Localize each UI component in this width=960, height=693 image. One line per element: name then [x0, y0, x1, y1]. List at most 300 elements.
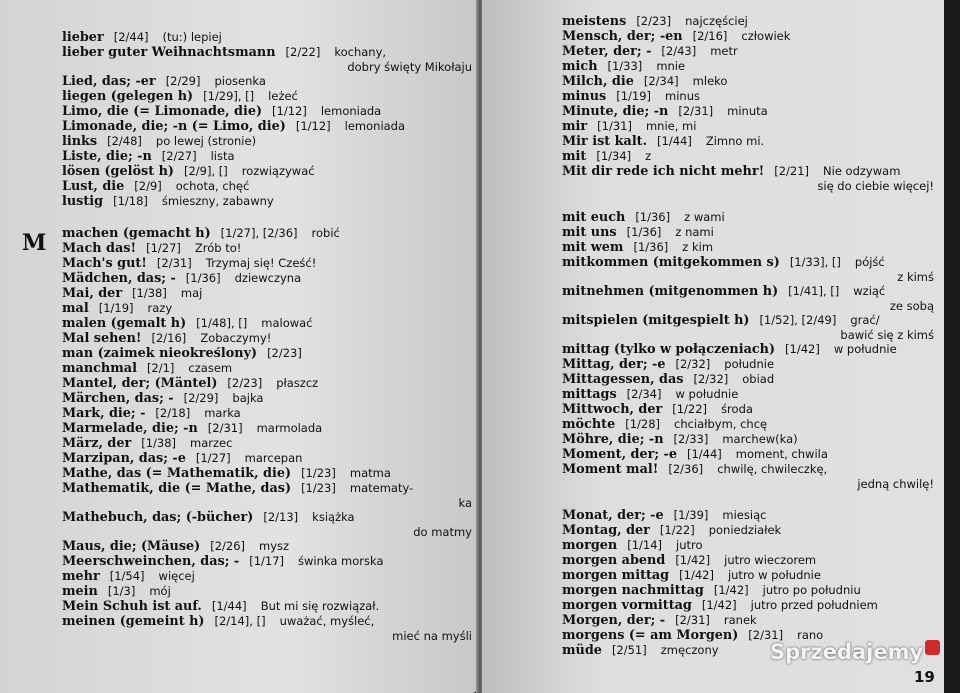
entry-translation: ranek — [723, 613, 757, 627]
entry-translation: lista — [210, 149, 235, 163]
entry-translation: z wami — [684, 210, 725, 224]
page-number: 19 — [914, 668, 935, 686]
entry-reference: [2/27] — [161, 149, 197, 163]
entry-translation: z — [645, 149, 652, 163]
entry-reference: [2/31] — [748, 628, 784, 642]
entry-reference: [1/22] — [672, 402, 708, 416]
entry-translation: mnie — [656, 59, 686, 73]
dictionary-entry — [62, 510, 472, 525]
dictionary-entry — [562, 583, 934, 598]
entry-reference: [1/48], [] — [196, 316, 248, 330]
dictionary-entry — [562, 59, 934, 74]
entry-word: morgen nachmittag — [562, 583, 704, 598]
dictionary-entry — [562, 372, 934, 387]
dictionary-entry — [62, 451, 472, 466]
dictionary-entry — [62, 271, 472, 286]
entry-translation: pójść — [854, 255, 885, 269]
entry-reference: [1/34] — [596, 149, 632, 163]
entry-translation: w południe — [675, 387, 739, 401]
entry-translation: najczęściej — [685, 14, 748, 28]
entry-reference: [1/17] — [249, 554, 285, 568]
right-page — [482, 0, 944, 693]
dictionary-entry — [562, 523, 934, 538]
entry-word: meinen (gemeint h) — [62, 614, 205, 629]
dictionary-entry — [62, 539, 472, 554]
entry-word: mal — [62, 301, 89, 316]
entry-reference: [1/3] — [107, 584, 136, 598]
entry-translation: jutro — [676, 538, 703, 552]
entry-translation: robić — [311, 226, 340, 240]
entry-word: möchte — [562, 417, 616, 432]
entry-reference: [1/12] — [295, 119, 331, 133]
entry-translation: mnie, mi — [645, 119, 697, 133]
dictionary-entry — [562, 387, 934, 402]
entry-reference: [2/13] — [263, 510, 299, 524]
entry-reference: [1/36] — [635, 210, 671, 224]
dictionary-entry — [62, 241, 472, 256]
entry-word: meistens — [562, 14, 627, 29]
entry-reference: [2/1] — [146, 361, 175, 375]
entry-reference: [1/31] — [597, 119, 632, 133]
dictionary-entry — [62, 481, 472, 496]
dictionary-entry — [562, 357, 934, 372]
section-letter: M — [22, 230, 47, 256]
dictionary-entry — [62, 104, 472, 119]
entry-word: morgen abend — [562, 553, 666, 568]
entry-reference: [1/42] — [785, 342, 820, 356]
dictionary-entry — [562, 104, 934, 119]
dictionary-entry — [562, 598, 934, 613]
entry-translation: maj — [180, 286, 203, 300]
entry-reference: [1/33], [] — [789, 255, 841, 269]
dictionary-entry — [62, 554, 472, 569]
dictionary-entry — [62, 89, 472, 104]
entry-word: Mittag, der; -e — [562, 357, 666, 372]
entry-reference: [1/23] — [301, 481, 336, 495]
entry-reference: [2/31] — [207, 421, 243, 435]
entry-reference: [1/38] — [141, 436, 177, 450]
entry-word: mitspielen (mitgespielt h) — [562, 313, 750, 328]
entry-reference: [1/42] — [713, 583, 749, 597]
entry-translation: płaszcz — [276, 376, 319, 390]
entry-translation: lemoniada — [320, 104, 382, 118]
entry-word: lieber — [62, 30, 104, 45]
entry-word: lösen (gelöst h) — [62, 164, 174, 179]
entry-reference: [2/29] — [183, 391, 219, 405]
dictionary-entry — [62, 391, 472, 406]
entry-translation: ochota, chęć — [175, 179, 250, 193]
entry-word: Moment, der; -e — [562, 447, 677, 462]
dictionary-entry — [562, 74, 934, 89]
entry-translation: jutro wieczorem — [724, 553, 817, 567]
entry-translation: minus — [665, 89, 700, 103]
entry-translation: środa — [721, 402, 753, 416]
entry-word: mit euch — [562, 210, 626, 225]
dictionary-entry — [62, 164, 472, 179]
dictionary-entry — [562, 255, 934, 270]
entry-word: mitnehmen (mitgenommen h) — [562, 284, 779, 299]
entry-translation: południe — [724, 357, 775, 371]
dictionary-entry — [562, 508, 934, 523]
dictionary-entry — [562, 149, 934, 164]
entry-translation: mleko — [692, 74, 728, 88]
dictionary-entry — [62, 436, 472, 451]
dictionary-entry — [62, 614, 472, 629]
entry-word: Lied, das; -er — [62, 74, 156, 89]
entry-reference: [2/21] — [774, 164, 810, 178]
entry-word: Mittwoch, der — [562, 402, 663, 417]
entry-translation: jutro przed południem — [750, 598, 878, 612]
entry-reference: [2/32] — [693, 372, 729, 386]
entry-word: Marmelade, die; -n — [62, 421, 198, 436]
dictionary-entry — [62, 599, 472, 614]
dictionary-entry — [562, 44, 934, 59]
entry-word: Mittagessen, das — [562, 372, 684, 387]
entry-translation: marmolada — [256, 421, 323, 435]
entry-translation: z nami — [675, 225, 714, 239]
entry-reference: [1/36] — [185, 271, 221, 285]
entry-word: mit wem — [562, 240, 624, 255]
entry-word: mit uns — [562, 225, 617, 240]
entry-word: mehr — [62, 569, 100, 584]
entry-translation-continued: z kimś — [897, 270, 934, 284]
entry-translation: Zrób to! — [194, 241, 242, 255]
entry-word: mittags — [562, 387, 617, 402]
entry-word: morgen vormittag — [562, 598, 692, 613]
dictionary-entry — [562, 417, 934, 432]
left-entries-list — [62, 30, 472, 643]
entry-reference: [2/9], [] — [183, 164, 228, 178]
entry-word: Mantel, der; (Mäntel) — [62, 376, 218, 391]
entry-gap — [562, 491, 934, 508]
entry-word: machen (gemacht h) — [62, 226, 211, 241]
entry-word: Meter, der; - — [562, 44, 652, 59]
entry-reference: [2/34] — [643, 74, 679, 88]
dictionary-entry — [62, 584, 472, 599]
entry-reference: [2/32] — [675, 357, 711, 371]
entry-reference: [2/26] — [210, 539, 246, 553]
entry-translation: poniedziałek — [708, 523, 782, 537]
entry-reference: [2/9] — [134, 179, 162, 193]
entry-word: Mit dir rede ich nicht mehr! — [562, 164, 765, 179]
entry-reference: [2/14], [] — [214, 614, 266, 628]
entry-reference: [1/41], [] — [788, 284, 840, 298]
entry-word: Mein Schuh ist auf. — [62, 599, 202, 614]
entry-reference: [1/38] — [132, 286, 167, 300]
entry-word: mir — [562, 119, 588, 134]
dictionary-entry — [562, 210, 934, 225]
left-page — [0, 0, 478, 693]
entry-word: malen (gemalt h) — [62, 316, 187, 331]
entry-reference: [1/28] — [625, 417, 661, 431]
entry-translation: Nie odzywam — [823, 164, 901, 178]
entry-reference: [1/33] — [607, 59, 643, 73]
entry-word: Mathebuch, das; (-bücher) — [62, 510, 254, 525]
entry-word: Mal sehen! — [62, 331, 142, 346]
entry-reference: [1/54] — [109, 569, 145, 583]
entry-translation: wziąć — [853, 284, 886, 298]
entry-translation-continued: się do ciebie więcej! — [817, 179, 934, 193]
entry-word: Moment mal! — [562, 462, 659, 477]
entry-translation: śmieszny, zabawny — [161, 194, 274, 208]
dictionary-entry — [562, 164, 934, 179]
entry-word: Marzipan, das; -e — [62, 451, 186, 466]
entry-reference: [2/18] — [155, 406, 191, 420]
entry-translation: razy — [147, 301, 173, 315]
dictionary-entry — [562, 284, 934, 299]
entry-gap — [62, 209, 472, 226]
dictionary-entry — [562, 240, 934, 255]
entry-word: Minute, die; -n — [562, 104, 669, 119]
entry-translation: chciałbym, chcę — [674, 417, 768, 431]
dictionary-entry — [562, 14, 934, 29]
entry-word: mein — [62, 584, 98, 599]
entry-word: morgen mittag — [562, 568, 670, 583]
dictionary-entry — [562, 402, 934, 417]
entry-word: Mach das! — [62, 241, 137, 256]
entry-translation: But mi się rozwiązał. — [260, 599, 380, 613]
entry-word: Limonade, die; -n (= Limo, die) — [62, 119, 286, 134]
entry-translation: kochany, — [334, 45, 387, 59]
entry-word: Mathe, das (= Mathematik, die) — [62, 466, 292, 481]
entry-reference: [2/23] — [636, 14, 672, 28]
entry-word: morgen — [562, 538, 618, 553]
right-entries-list — [562, 14, 934, 658]
dictionary-entry — [62, 226, 472, 241]
dictionary-entry — [62, 301, 472, 316]
dictionary-entry — [562, 538, 934, 553]
dictionary-entry — [62, 376, 472, 391]
entry-reference: [1/36] — [633, 240, 669, 254]
entry-translation: matma — [349, 466, 391, 480]
entry-reference: [2/22] — [285, 45, 321, 59]
entry-word: links — [62, 134, 98, 149]
entry-word: mich — [562, 59, 598, 74]
entry-translation: (tu:) lepiej — [162, 30, 222, 44]
entry-reference: [2/33] — [673, 432, 709, 446]
entry-translation: moment, chwila — [735, 447, 828, 461]
entry-word: müde — [562, 643, 602, 658]
entry-word: mittag (tylko w połączeniach) — [562, 342, 776, 357]
entry-reference: [2/16] — [692, 29, 728, 43]
entry-reference: [2/44] — [113, 30, 149, 44]
entry-translation: matematy- — [349, 481, 414, 495]
dictionary-entry — [62, 286, 472, 301]
entry-translation: dziewczyna — [234, 271, 302, 285]
entry-word: mit — [562, 149, 587, 164]
entry-translation: więcej — [158, 569, 195, 583]
entry-reference: [1/27] — [146, 241, 181, 255]
entry-translation: miesiąc — [722, 508, 767, 522]
entry-reference: [2/23] — [227, 376, 263, 390]
dictionary-entry — [562, 29, 934, 44]
entry-reference: [2/31] — [156, 256, 192, 270]
entry-word: Mensch, der; -en — [562, 29, 683, 44]
entry-word: Limo, die (= Limonade, die) — [62, 104, 263, 119]
dictionary-entry — [62, 194, 472, 209]
dictionary-entry — [62, 30, 472, 45]
dictionary-entry — [62, 466, 472, 481]
dictionary-entry — [562, 432, 934, 447]
entry-word: Maus, die; (Mäuse) — [62, 539, 201, 554]
entry-translation: marcepan — [244, 451, 303, 465]
entry-reference: [1/52], [2/49] — [759, 313, 837, 327]
dictionary-entry — [62, 331, 472, 346]
entry-translation-continued: ze sobą — [889, 299, 934, 313]
entry-translation: Trzymaj się! Cześć! — [205, 256, 317, 270]
entry-reference: [1/27], [2/36] — [220, 226, 298, 240]
entry-word: Mai, der — [62, 286, 123, 301]
entry-reference: [2/48] — [107, 134, 142, 148]
entry-translation: marka — [204, 406, 241, 420]
entry-reference: [1/36] — [626, 225, 662, 239]
entry-word: manchmal — [62, 361, 137, 376]
entry-word: Mathematik, die (= Mathe, das) — [62, 481, 292, 496]
entry-translation: minuta — [727, 104, 768, 118]
entry-reference: [2/43] — [661, 44, 697, 58]
dictionary-entry — [62, 361, 472, 376]
entry-translation: chwilę, chwileczkę, — [717, 462, 828, 476]
dictionary-entry — [562, 342, 934, 357]
entry-word: Milch, die — [562, 74, 634, 89]
entry-reference: [1/19] — [98, 301, 134, 315]
entry-reference: [1/39] — [673, 508, 709, 522]
dictionary-entry — [62, 256, 472, 271]
entry-word: liegen (gelegen h) — [62, 89, 194, 104]
dictionary-entry — [62, 406, 472, 421]
entry-translation: Zimno mi. — [705, 134, 765, 148]
entry-reference: [1/42] — [679, 568, 714, 582]
entry-translation: lemoniada — [344, 119, 406, 133]
entry-word: man (zaimek nieokreślony) — [62, 346, 258, 361]
entry-reference: [2/31] — [675, 613, 710, 627]
entry-translation: mysz — [259, 539, 290, 553]
entry-word: März, der — [62, 436, 132, 451]
dictionary-entry — [62, 119, 472, 134]
watermark-dot-icon — [925, 640, 940, 655]
dictionary-entry — [62, 45, 472, 60]
entry-word: Märchen, das; - — [62, 391, 174, 406]
entry-translation-continued: jedną chwilę! — [857, 477, 934, 491]
entry-gap — [562, 193, 934, 210]
entry-reference: [1/44] — [657, 134, 692, 148]
entry-reference: [1/14] — [627, 538, 663, 552]
entry-reference: [1/12] — [272, 104, 307, 118]
entry-word: Montag, der — [562, 523, 650, 538]
entry-reference: [2/36] — [668, 462, 704, 476]
entry-translation: marchew(ka) — [722, 432, 798, 446]
entry-reference: [1/42] — [675, 553, 711, 567]
entry-word: Mädchen, das; - — [62, 271, 176, 286]
entry-word: mitkommen (mitgekommen s) — [562, 255, 780, 270]
entry-word: Monat, der; -e — [562, 508, 664, 523]
entry-translation: rozwiązywać — [241, 164, 315, 178]
entry-translation: bajka — [232, 391, 264, 405]
dictionary-entry — [562, 225, 934, 240]
entry-word: Mir ist kalt. — [562, 134, 648, 149]
entry-translation-continued: bawić się z kimś — [840, 328, 934, 342]
entry-word: Liste, die; -n — [62, 149, 152, 164]
entry-reference: [2/31] — [678, 104, 714, 118]
dictionary-entry — [62, 74, 472, 89]
dictionary-entry — [62, 569, 472, 584]
dictionary-entry — [562, 447, 934, 462]
dictionary-entry — [62, 316, 472, 331]
entry-translation: po lewej (stronie) — [155, 134, 257, 148]
entry-translation: zmęczony — [660, 643, 719, 657]
entry-translation-continued: do matmy — [413, 525, 472, 539]
entry-reference: [1/27] — [195, 451, 231, 465]
entry-translation: z kim — [682, 240, 714, 254]
entry-translation: grać/ — [850, 313, 880, 327]
dictionary-entry — [62, 421, 472, 436]
dictionary-entry — [562, 553, 934, 568]
entry-translation: piosenka — [214, 74, 266, 88]
entry-word: Morgen, der; - — [562, 613, 666, 628]
entry-word: lustig — [62, 194, 104, 209]
entry-word: morgens (= am Morgen) — [562, 628, 739, 643]
entry-translation: marzec — [190, 436, 233, 450]
entry-translation-continued: mieć na myśli — [392, 629, 472, 643]
entry-translation: książka — [312, 510, 355, 524]
watermark-logo — [770, 640, 940, 664]
entry-word: lieber guter Weihnachtsmann — [62, 45, 276, 60]
dictionary-entry — [62, 346, 472, 361]
entry-reference: [1/44] — [686, 447, 722, 461]
dictionary-entry — [562, 613, 934, 628]
entry-reference: [1/42] — [701, 598, 737, 612]
dictionary-entry — [62, 134, 472, 149]
entry-translation: malować — [261, 316, 313, 330]
entry-word: Meerschweinchen, das; - — [62, 554, 240, 569]
entry-translation: obiad — [742, 372, 775, 386]
dictionary-entry — [62, 179, 472, 194]
dictionary-entry — [562, 134, 934, 149]
entry-reference: [1/29], [] — [203, 89, 255, 103]
entry-translation: rano — [797, 628, 824, 642]
dictionary-entry — [562, 568, 934, 583]
entry-reference: [2/16] — [151, 331, 187, 345]
entry-reference: [1/44] — [211, 599, 247, 613]
entry-translation: mój — [149, 584, 171, 598]
entry-translation: czasem — [188, 361, 233, 375]
entry-translation: Zobaczymy! — [200, 331, 272, 345]
entry-translation: uważać, myśleć, — [279, 614, 375, 628]
entry-reference: [2/29] — [165, 74, 201, 88]
dictionary-entry — [562, 313, 934, 328]
entry-reference: [1/19] — [616, 89, 652, 103]
entry-word: minus — [562, 89, 607, 104]
entry-reference: [2/34] — [626, 387, 662, 401]
entry-translation-continued: dobry święty Mikołaju — [347, 60, 472, 74]
entry-word: Mach's gut! — [62, 256, 147, 271]
entry-reference: [2/23] — [267, 346, 302, 360]
dictionary-entry — [562, 119, 934, 134]
entry-translation-continued: ka — [458, 496, 472, 510]
entry-word: Möhre, die; -n — [562, 432, 664, 447]
entry-word: Lust, die — [62, 179, 125, 194]
watermark-text: Sprzedajemy — [770, 640, 924, 664]
entry-translation: metr — [710, 44, 738, 58]
entry-translation: leżeć — [268, 89, 298, 103]
entry-reference: [1/18] — [113, 194, 148, 208]
entry-word: Mark, die; - — [62, 406, 146, 421]
entry-reference: [1/22] — [659, 523, 695, 537]
dictionary-entry — [562, 462, 934, 477]
entry-translation: jutro w południe — [727, 568, 821, 582]
entry-translation: w południe — [833, 342, 897, 356]
entry-reference: [1/23] — [301, 466, 336, 480]
